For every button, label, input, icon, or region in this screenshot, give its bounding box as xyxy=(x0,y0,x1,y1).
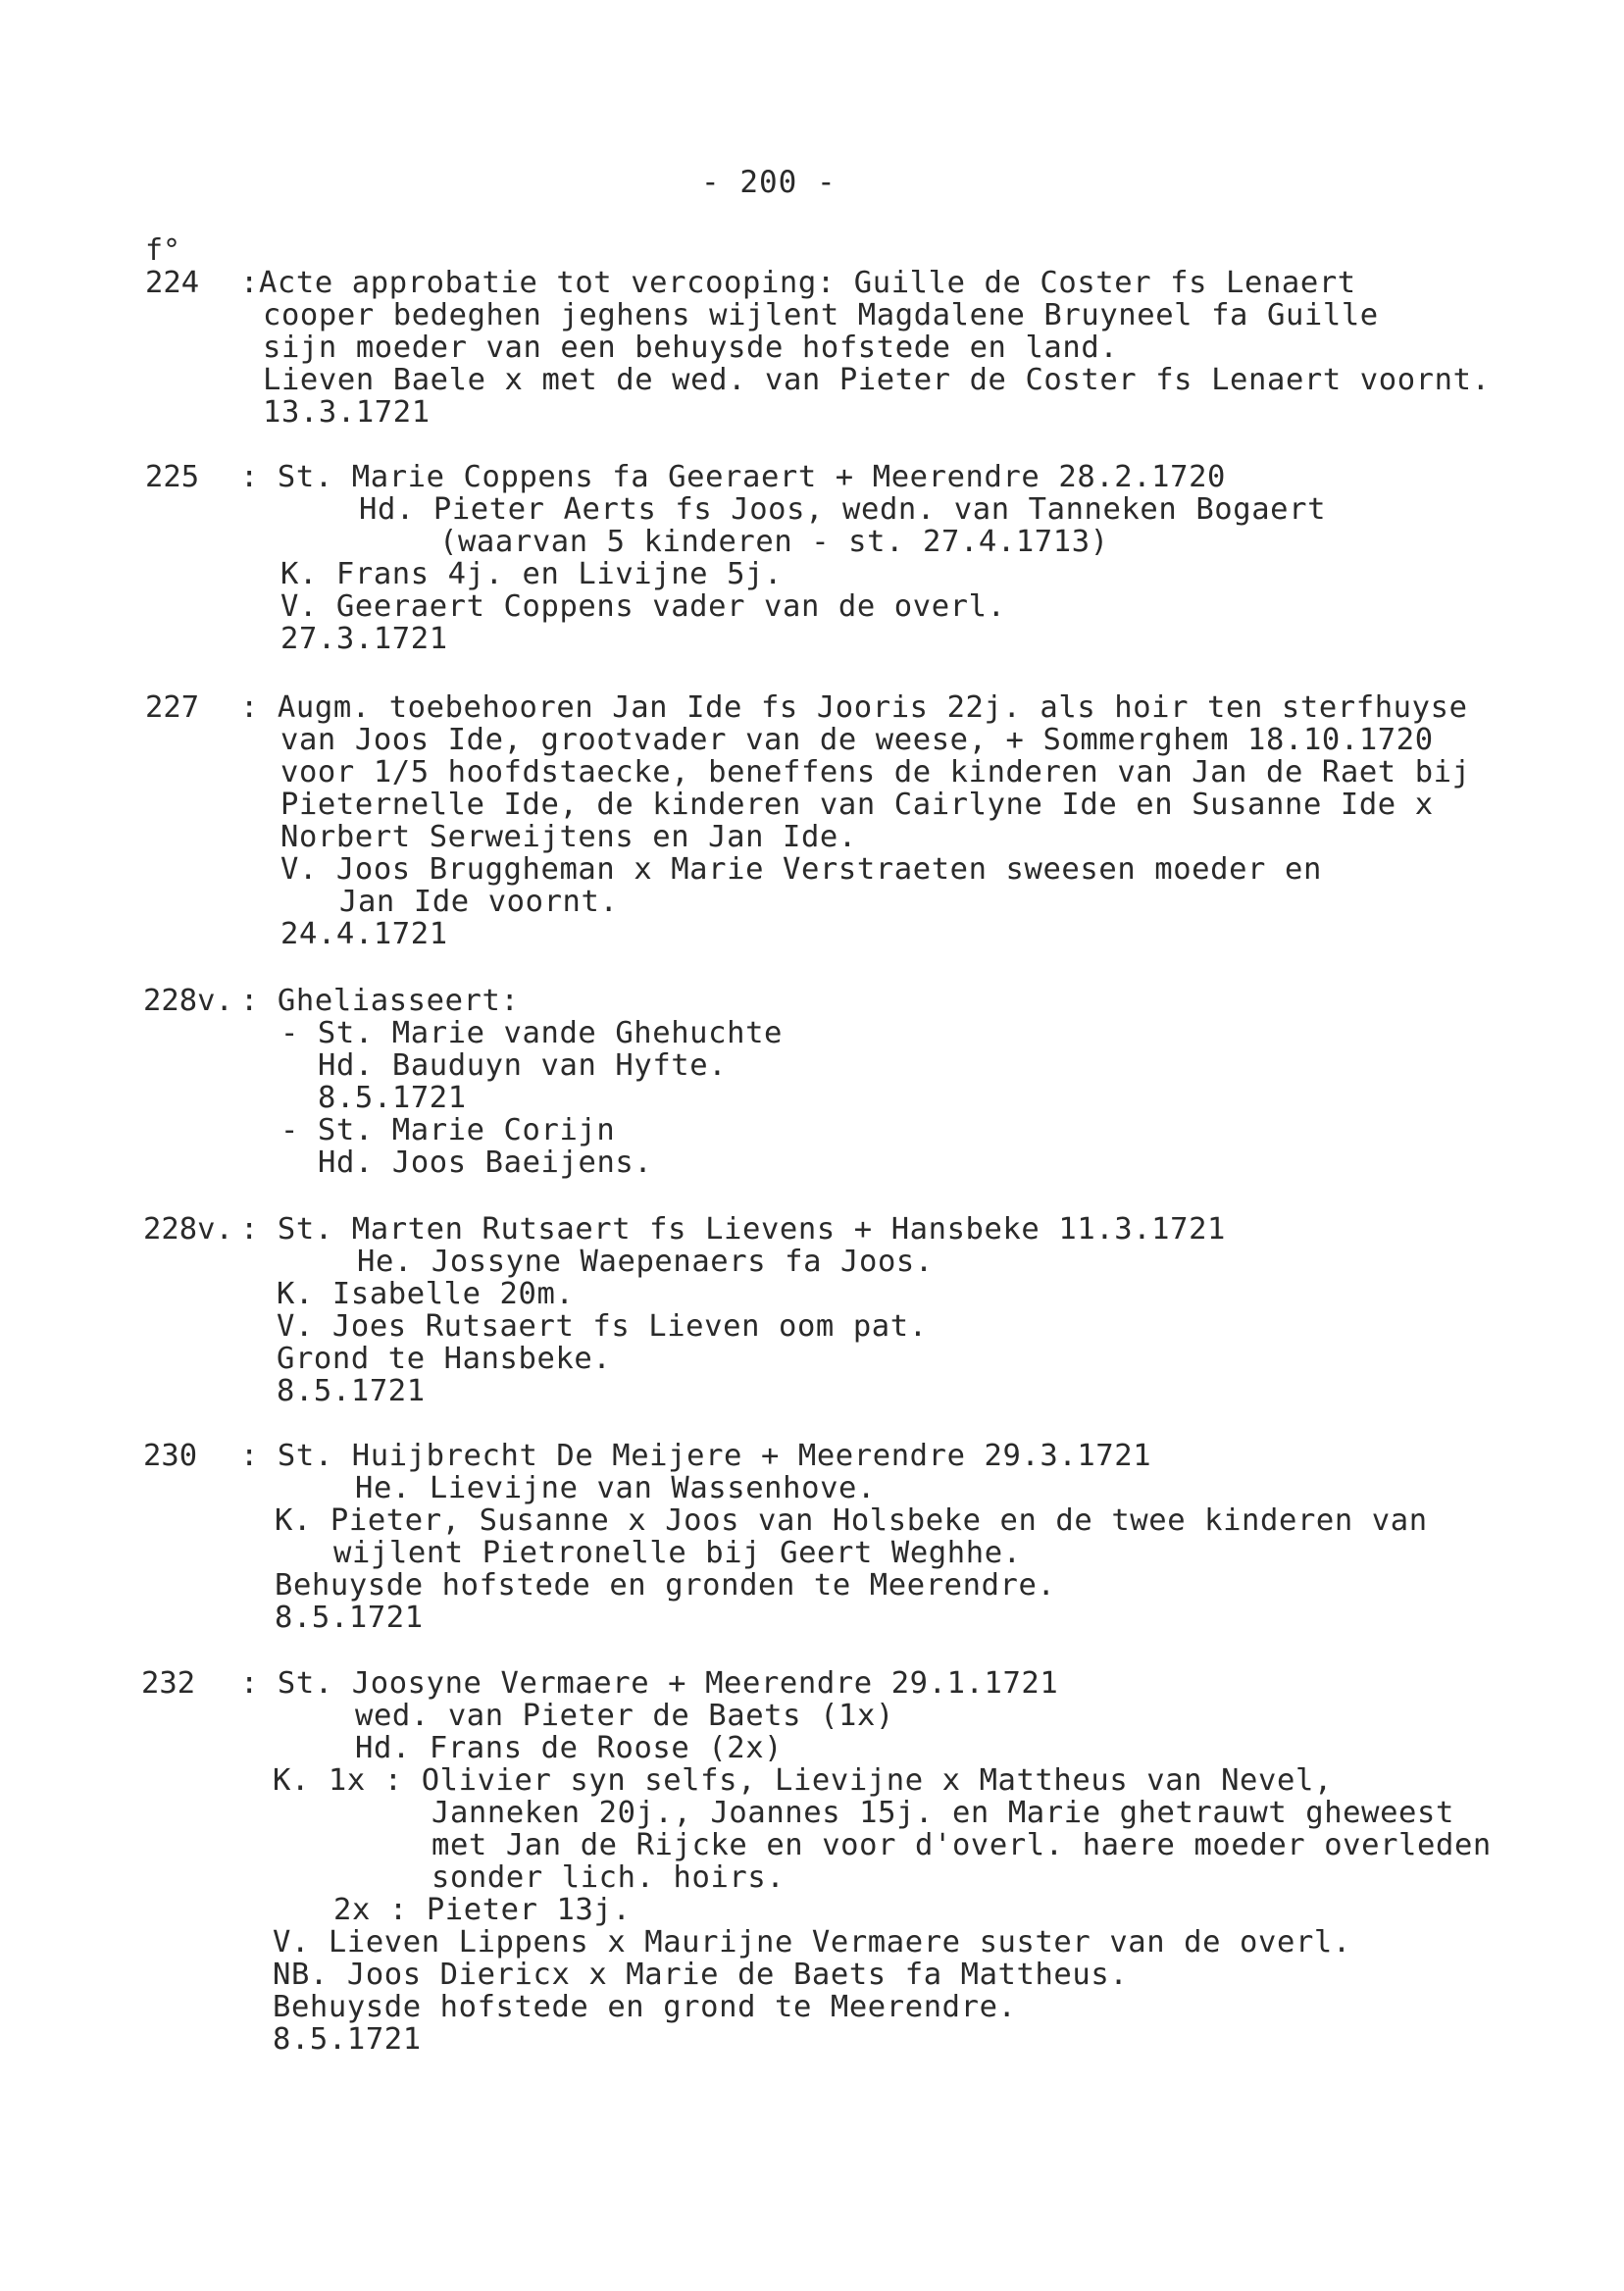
record-line: met Jan de Rijcke en voor d'overl. haere moeder overleden xyxy=(431,1828,1492,1862)
record-line: wijlent Pietronelle bij Geert Weghhe. xyxy=(333,1536,1022,1570)
page-number: - 200 - xyxy=(701,165,837,200)
record-line: K. Isabelle 20m. xyxy=(277,1277,575,1311)
record-date: 8.5.1721 xyxy=(273,2022,422,2057)
record-line: Norbert Serweijtens en Jan Ide. xyxy=(280,820,857,854)
record-line: V. Joos Bruggheman x Marie Verstraeten sweesen moeder en xyxy=(280,852,1322,887)
record-line: Behuysde hofstede en grond te Meerendre. xyxy=(273,1990,1017,2024)
record-date: 24.4.1721 xyxy=(280,917,448,951)
record-line: 2x : Pieter 13j. xyxy=(333,1893,632,1927)
folio-number: 227 xyxy=(145,690,200,725)
record-line: Grond te Hansbeke. xyxy=(277,1342,612,1376)
record-line: Hd. Frans de Roose (2x) xyxy=(355,1731,784,1765)
record-date: 8.5.1721 xyxy=(277,1374,426,1408)
record-line: K. 1x : Olivier syn selfs, Lievijne x Mattheus van Nevel, xyxy=(273,1763,1333,1798)
folio-number: 230 xyxy=(143,1439,198,1473)
record-line: :Acte approbatie tot vercooping: Guille de Coster fs Lenaert xyxy=(240,266,1356,300)
record-line: Behuysde hofstede en gronden te Meerendre. xyxy=(275,1568,1056,1603)
record-date: 27.3.1721 xyxy=(280,622,448,656)
record-line: : Augm. toebehooren Jan Ide fs Jooris 22j. als hoir ten sterfhuyse xyxy=(240,690,1468,725)
record-date: 8.5.1721 xyxy=(275,1601,424,1635)
record-line: : St. Marie Coppens fa Geeraert + Meerendre 28.2.1720 xyxy=(240,460,1227,494)
folio-number: 225 xyxy=(145,460,200,494)
record-line: cooper bedeghen jeghens wijlent Magdalene Bruyneel fa Guille xyxy=(263,298,1379,332)
record-line: - St. Marie Corijn xyxy=(280,1113,616,1147)
record-line: Hd. Bauduyn van Hyfte. xyxy=(318,1048,728,1083)
folio-number: 232 xyxy=(141,1666,196,1701)
folio-number: 228v. xyxy=(143,1212,233,1247)
record-line: : St. Huijbrecht De Meijere + Meerendre 29.3.1721 xyxy=(240,1439,1152,1473)
record-line: - St. Marie vande Ghehuchte xyxy=(280,1016,783,1050)
record-line: Lieven Baele x met de wed. van Pieter de Coster fs Lenaert voornt. xyxy=(263,363,1491,397)
record-line: Jan Ide voornt. xyxy=(339,885,619,919)
record-line: NB. Joos Diericx x Marie de Baets fa Mattheus. xyxy=(273,1958,1129,1992)
record-line: wed. van Pieter de Baets (1x) xyxy=(355,1699,894,1733)
record-line: Hd. Pieter Aerts fs Joos, wedn. van Tanneken Bogaert xyxy=(359,492,1327,527)
record-date: 8.5.1721 xyxy=(318,1081,467,1115)
folio-number: 228v. xyxy=(143,984,233,1018)
record-line: V. Lieven Lippens x Maurijne Vermaere suster van de overl. xyxy=(273,1925,1351,1960)
record-line: (waarvan 5 kinderen - st. 27.4.1713) xyxy=(439,525,1109,559)
record-line: Pieternelle Ide, de kinderen van Cairlyne Ide en Susanne Ide x xyxy=(280,788,1434,822)
record-line: K. Pieter, Susanne x Joos van Holsbeke en de twee kinderen van xyxy=(275,1503,1428,1538)
record-line: He. Jossyne Waepenaers fa Joos. xyxy=(357,1245,934,1279)
record-line: Hd. Joos Baeijens. xyxy=(318,1146,653,1180)
record-line: K. Frans 4j. en Livijne 5j. xyxy=(280,557,783,591)
folio-number: 224 xyxy=(145,266,200,300)
record-line: van Joos Ide, grootvader van de weese, + Sommerghem 18.10.1720 xyxy=(280,723,1434,757)
record-line: sijn moeder van een behuysde hofstede en land. xyxy=(263,331,1119,365)
record-line: : Gheliasseert: xyxy=(240,984,520,1018)
record-line: : St. Joosyne Vermaere + Meerendre 29.1.1721 xyxy=(240,1666,1059,1701)
folio-marker: f° xyxy=(145,233,181,268)
record-line: V. Geeraert Coppens vader van de overl. xyxy=(280,589,1006,624)
record-line: sonder lich. hoirs. xyxy=(431,1860,786,1895)
record-line: V. Joes Rutsaert fs Lieven oom pat. xyxy=(277,1309,928,1344)
record-date: 13.3.1721 xyxy=(263,395,431,430)
record-line: He. Lievijne van Wassenhove. xyxy=(355,1471,876,1505)
record-line: Janneken 20j., Joannes 15j. en Marie ghetrauwt gheweest xyxy=(431,1796,1454,1830)
record-line: : St. Marten Rutsaert fs Lievens + Hansbeke 11.3.1721 xyxy=(240,1212,1227,1247)
record-line: voor 1/5 hoofdstaecke, beneffens de kinderen van Jan de Raet bij xyxy=(280,755,1471,789)
